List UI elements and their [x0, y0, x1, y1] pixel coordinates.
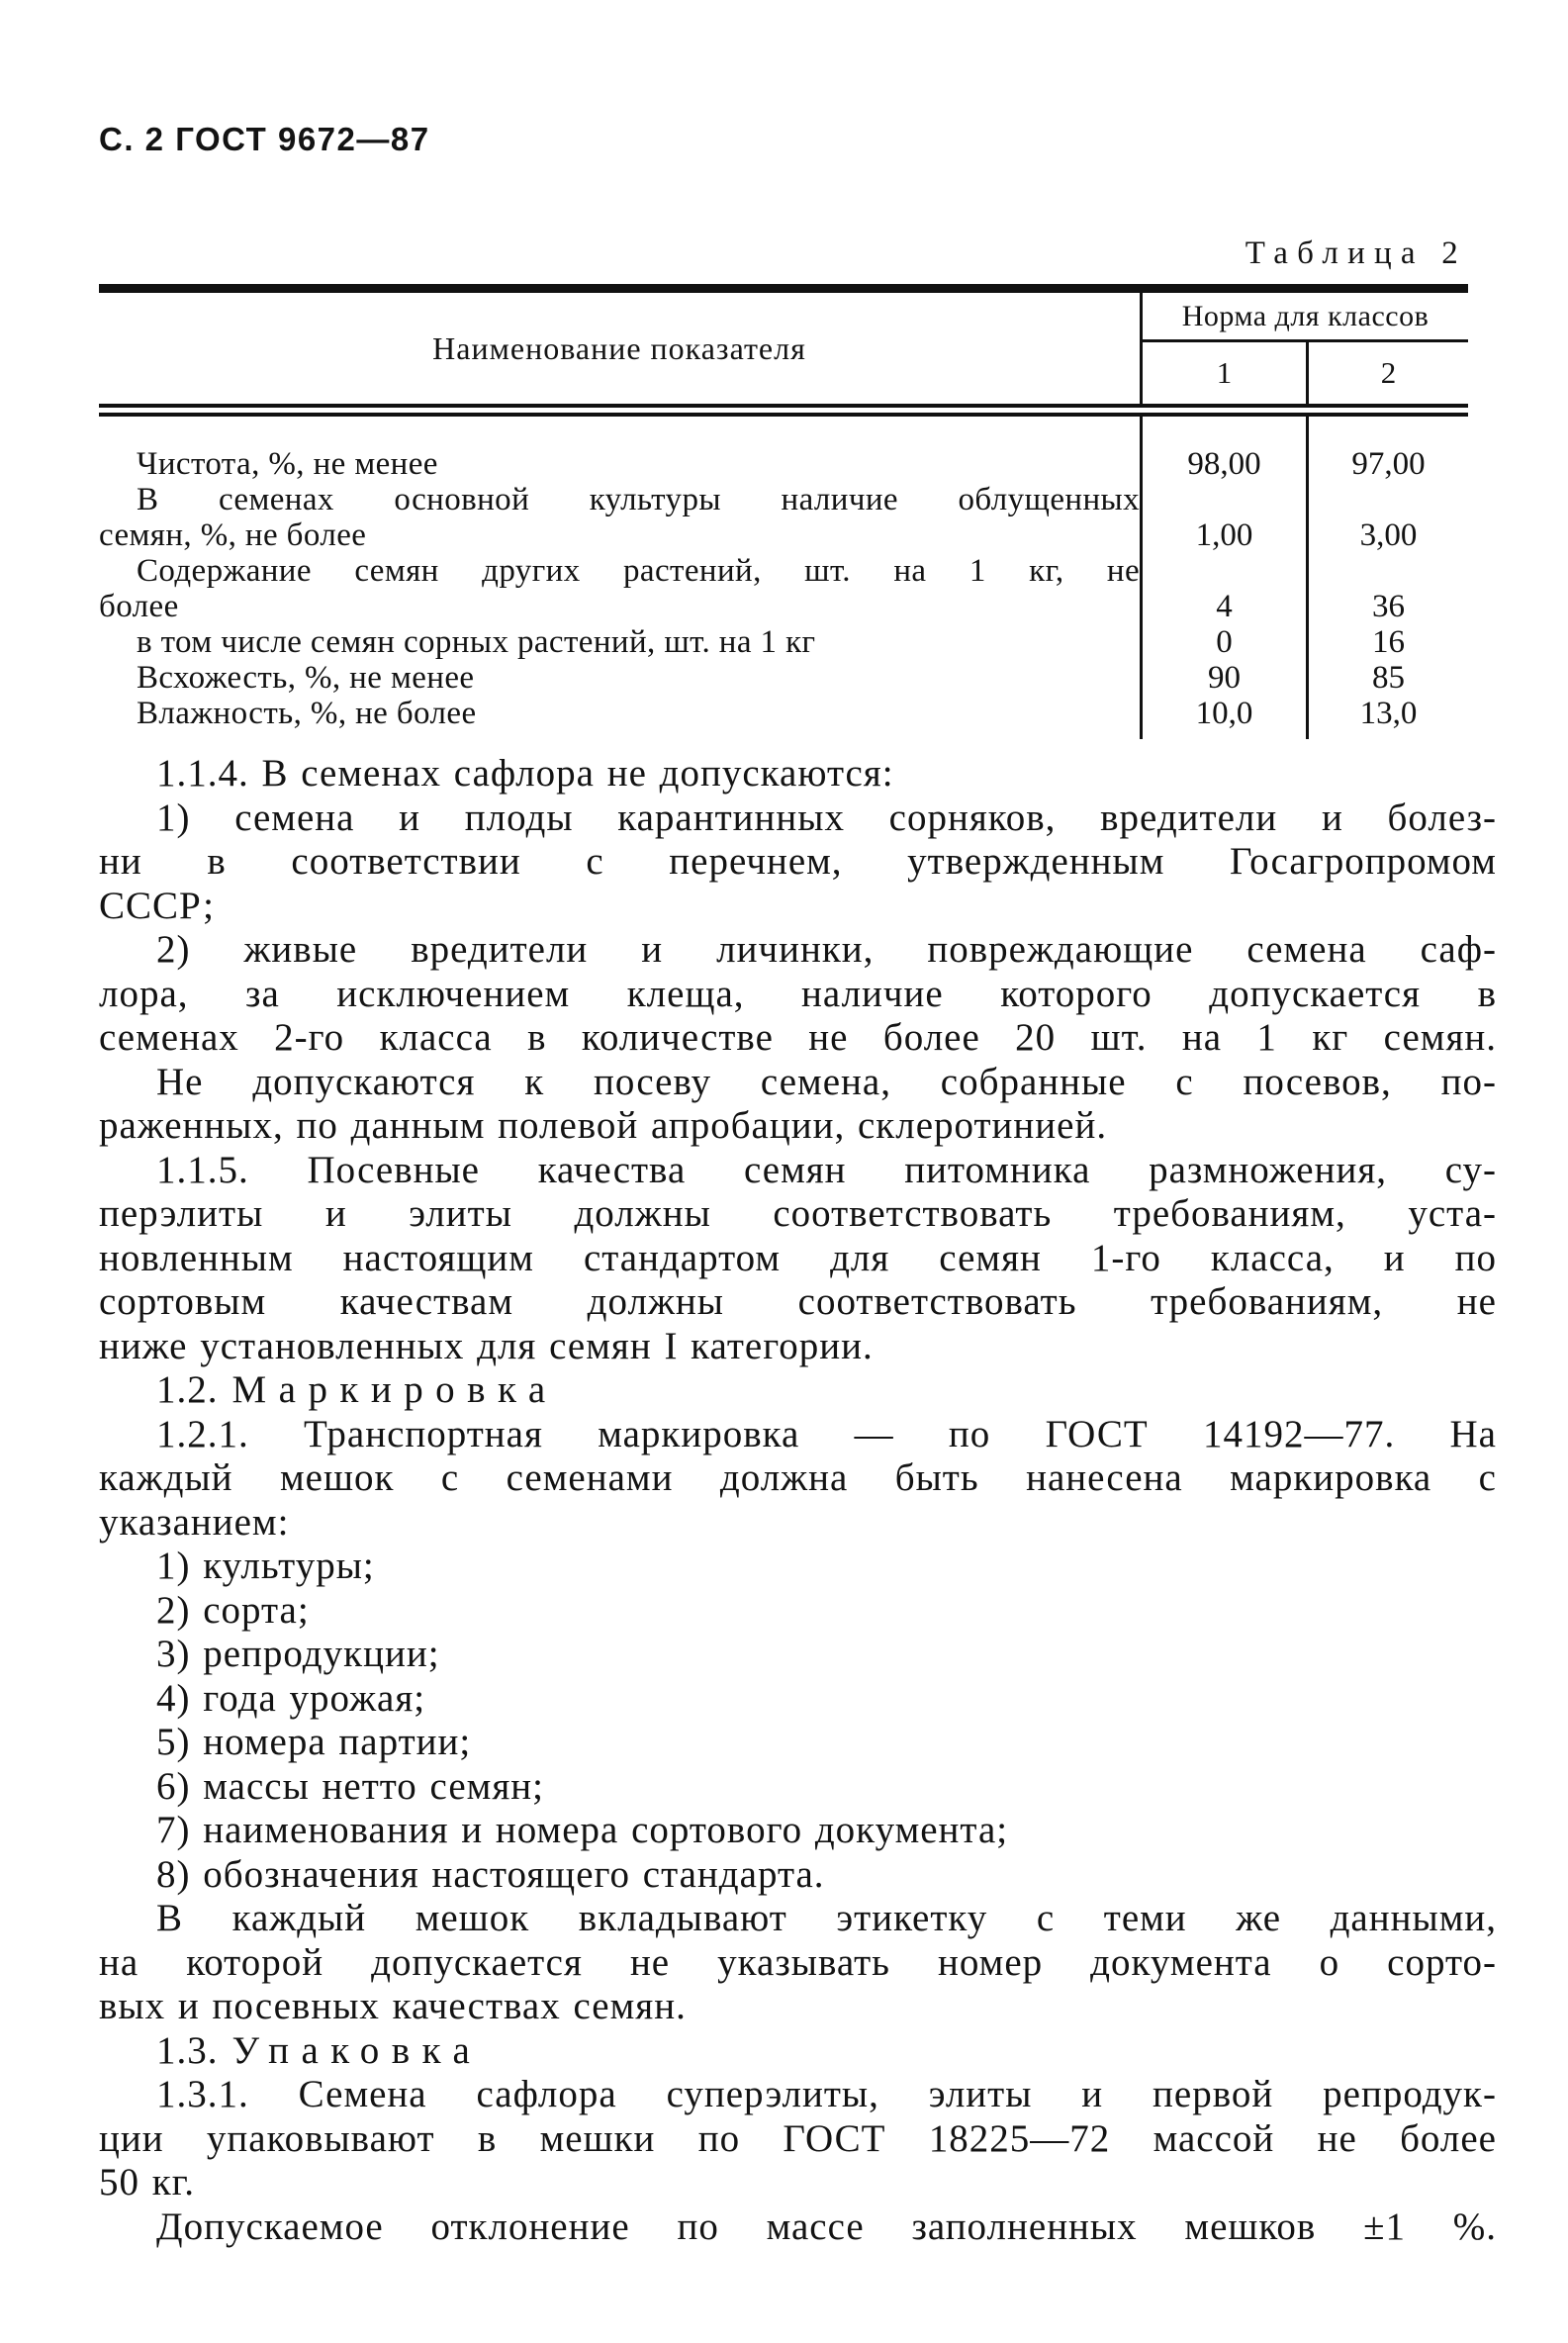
section-number: 1.2. [156, 1368, 219, 1411]
column-header-indicator-name: Наименование показателя [432, 329, 806, 366]
table-value: 90 [1208, 660, 1241, 696]
table-body [99, 417, 1468, 739]
table-top-rule [99, 284, 1468, 293]
paragraph-line: 1) семена и плоды карантинных сорняков, вредители и болез- [156, 796, 1497, 839]
paragraph-line: СССР; [99, 884, 216, 927]
section-heading-packaging [99, 2029, 1497, 2074]
paragraph-line: сортовым качествам должны соответствовать требованиям, не [99, 1280, 1497, 1323]
table-value: 3,00 [1359, 517, 1418, 553]
column-header-class-2: 2 [1306, 342, 1468, 404]
paragraph-line: новленным настоящим стандартом для семян 1-го класса, и по [99, 1236, 1497, 1279]
paragraph-line: лора, за исключением клеща, наличие которого допускается в [99, 972, 1497, 1015]
table-value: 85 [1372, 660, 1405, 696]
list-item: 8) обозначения настоящего стандарта. [156, 1852, 825, 1896]
table-row-text: в том числе семян сорных растений, шт. на 1 кг [137, 624, 816, 660]
paragraph-line: ниже установленных для семян I категории. [99, 1324, 874, 1367]
table-value: 1,00 [1195, 517, 1253, 553]
table-value: 13,0 [1359, 696, 1418, 731]
paragraph-line: 2) живые вредители и личинки, повреждающие семена саф- [156, 928, 1497, 971]
class-1-values-column [1140, 417, 1306, 739]
column-header-class-1: 1 [1216, 355, 1233, 390]
table-value: 4 [1216, 589, 1233, 624]
paragraph-line: Не допускаются к посеву семена, собранные с посевов, по- [156, 1060, 1497, 1103]
paragraph-line: 1.3.1. Семена сафлора суперэлиты, элиты и первой репродук- [156, 2073, 1497, 2115]
list-item: 7) наименования и номера сортового документа; [156, 1809, 1009, 1851]
table-empty-cell [1309, 553, 1468, 589]
paragraph-line: на которой допускается не указывать номер документа о сорто- [99, 1940, 1497, 1984]
paragraph-line: перэлиты и элиты должны соответствовать требованиям, уста- [99, 1192, 1497, 1235]
list-item: 3) репродукции; [156, 1633, 440, 1675]
table-row-text: семян, %, не более [99, 517, 367, 553]
paragraph-line: указанием: [99, 1500, 290, 1544]
table-value: 0 [1216, 624, 1233, 660]
table-value: 36 [1372, 589, 1405, 624]
table-empty-cell [1309, 482, 1468, 517]
column-group-label: Норма для классов [1143, 293, 1468, 342]
paragraph-line: В каждый мешок вкладывают этикетку с теми же данными, [156, 1897, 1497, 1939]
paragraph-line: раженных, по данным полевой апробации, склеротинией. [99, 1104, 1108, 1147]
paragraph-line: Допускаемое отклонение по массе заполненных мешков ±1 %. [156, 2204, 1497, 2248]
table-value: 16 [1372, 624, 1405, 660]
table-value: 97,00 [1351, 446, 1426, 482]
table-row-text: более [99, 589, 179, 624]
paragraph-line: ни в соответствии с перечнем, утвержденным Госагропромом [99, 840, 1497, 883]
class-subheader-row [1143, 342, 1468, 404]
table-empty-cell [1143, 553, 1306, 589]
table-header-row [99, 293, 1468, 404]
table-value: 98,00 [1187, 446, 1261, 482]
list-item: 6) массы нетто семян; [156, 1764, 544, 1808]
table-row-text: Влажность, %, не более [137, 696, 477, 731]
section-title: Упаковка [231, 2028, 483, 2072]
table-row-text: Всхожесть, %, не менее [137, 660, 475, 696]
table-empty-cell [1143, 482, 1306, 517]
paragraph-line: вых и посевных качествах семян. [99, 1985, 687, 2027]
table-row-text: Содержание семян других растений, шт. на 1 кг, не [137, 553, 1140, 589]
paragraph-line: 1.2.1. Транспортная маркировка — по ГОСТ 14192—77. На [156, 1412, 1497, 1455]
table-row-text: В семенах основной культуры наличие облущенных [137, 482, 1140, 517]
table-caption: Таблица 2 [1245, 235, 1467, 271]
column-group-norm-for-classes [1140, 293, 1468, 404]
class-2-values-column [1306, 417, 1468, 739]
list-item: 2) сорта; [156, 1588, 310, 1632]
body-text [99, 752, 1497, 2249]
table-2 [99, 284, 1468, 739]
table-header-double-rule [99, 404, 1468, 417]
section-number: 1.3. [156, 2028, 219, 2072]
list-item: 5) номера партии; [156, 1721, 472, 1763]
indicator-name-column [99, 417, 1140, 739]
table-value: 10,0 [1195, 696, 1253, 731]
section-heading-marking [99, 1368, 1497, 1413]
paragraph-line: 1.1.4. В семенах сафлора не допускаются: [156, 752, 894, 795]
paragraph-line: семенах 2-го класса в количестве не более 20 шт. на 1 кг семян. [99, 1016, 1497, 1059]
list-item: 1) культуры; [156, 1545, 375, 1587]
paragraph-line: ции упаковывают в мешки по ГОСТ 18225—72 массой не более [99, 2116, 1497, 2160]
table-row-text: Чистота, %, не менее [137, 446, 438, 482]
paragraph-line: 50 кг. [99, 2161, 196, 2203]
list-item: 4) года урожая; [156, 1676, 426, 1720]
section-title: Маркировка [231, 1368, 558, 1411]
paragraph-line: 1.1.5. Посевные качества семян питомника размножения, су- [156, 1148, 1497, 1191]
paragraph-line: каждый мешок с семенами должна быть нанесена маркировка с [99, 1456, 1497, 1499]
page-header: С. 2 ГОСТ 9672—87 [99, 121, 430, 157]
